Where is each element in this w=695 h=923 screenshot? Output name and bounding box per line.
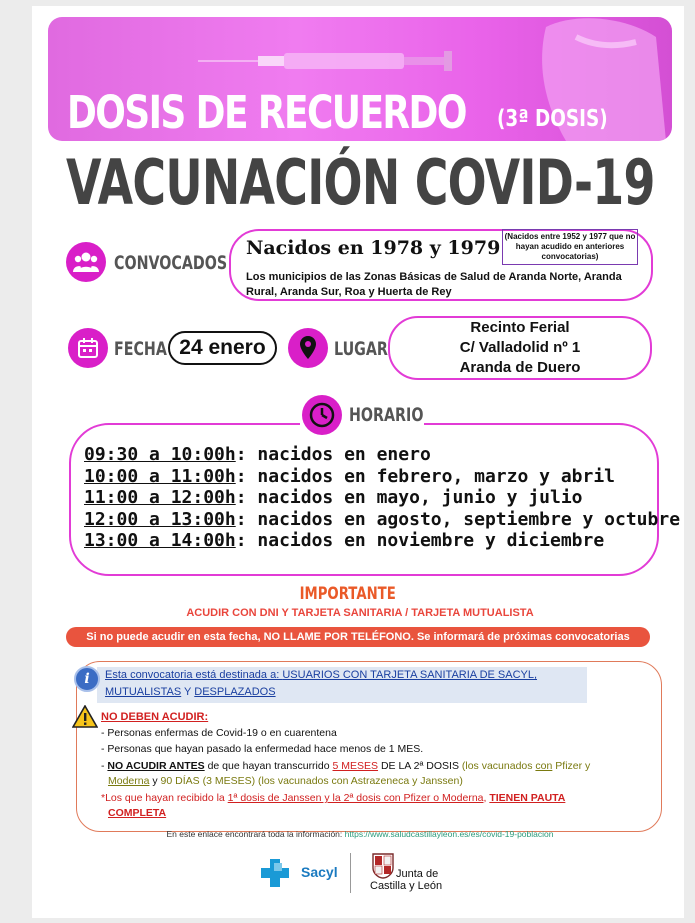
horario-row: 09:30 a 10:00h: nacidos en enero: [84, 444, 431, 465]
janssen-note: *Los que hayan recibido la 1ª dosis de Janssen y la 2ª dosis con Pfizer o Moderna, TIENEN PAUTA: [101, 792, 566, 804]
sacyl-logo-icon: [260, 857, 300, 889]
horario-row: 10:00 a 11:00h: nacidos en febrero, marzo y abril: [84, 466, 616, 487]
junta-text: Junta de Castilla y León: [370, 868, 443, 892]
horario-label: HORARIO: [349, 404, 424, 426]
lugar-label: LUGAR: [334, 338, 388, 360]
destinada-target-sacyl: USUARIOS CON TARJETA SANITARIA DE SACYL,: [282, 669, 538, 681]
destinada-target-desplazados: DESPLAZADOS: [194, 686, 276, 698]
convocados-note: (Nacidos entre 1952 y 1977 que no hayan acudido en anteriores convocatorias): [502, 229, 638, 265]
calendar-icon: [68, 328, 108, 368]
title-dosis-recuerdo: DOSIS DE RECUERDO (3ª DOSIS): [67, 86, 608, 139]
info-icon: i: [74, 666, 100, 692]
convocados-municipios: Los municipios de las Zonas Básicas de Salud de Aranda Norte, Aranda Rural, Aranda Sur, Roa y Huerta de Rey: [246, 271, 622, 298]
janssen-note-cont: COMPLETA: [108, 807, 167, 819]
footer-divider: [350, 853, 351, 893]
location-pin-icon: [288, 328, 328, 368]
horario-row: 13:00 a 14:00h: nacidos en noviembre y diciembre: [84, 530, 605, 551]
horario-row: 11:00 a 12:00h: nacidos en mayo, junio y julio: [84, 487, 583, 508]
importante-title: IMPORTANTE: [299, 584, 396, 604]
no-acudir-item: - Personas que hayan pasado la enfermedad hace menos de 1 MES.: [101, 743, 424, 755]
warning-icon: [72, 705, 98, 728]
horario-row: 12:00 a 13:00h: nacidos en agosto, septiembre y octubre: [84, 509, 681, 530]
lugar-line1: Recinto Ferial: [470, 319, 570, 336]
footer-url-link[interactable]: https://www.saludcastillayleon.es/es/covid-19-poblacion: [344, 829, 554, 839]
warning-bar: Si no puede acudir en esta fecha, NO LLAME POR TELÉFONO. Se informará de próximas convocatorias: [66, 627, 650, 647]
no-acudir-item-cont: Moderna y 90 DÍAS (3 MESES) (los vacunados con Astrazeneca y Janssen): [108, 775, 463, 787]
syringe-icon: [198, 51, 458, 71]
destinada-prefix: Esta convocatoria está destinada a:: [105, 669, 283, 681]
title-tercera-dosis: (3ª DOSIS): [497, 106, 608, 132]
convocados-title: Nacidos en 1978 y 1979: [246, 237, 501, 259]
lugar-address: [388, 318, 652, 380]
convocados-label: CONVOCADOS: [114, 252, 228, 274]
no-acudir-item: - NO ACUDIR ANTES de que hayan transcurrido 5 MESES DE LA 2ª DOSIS (los vacunados con Pfizer y: [101, 760, 591, 772]
lugar-line3: Aranda de Duero: [459, 359, 581, 376]
no-acudir-item: - Personas enfermas de Covid-19 o en cuarentena: [101, 727, 337, 739]
lugar-line2: C/ Valladolid nº 1: [459, 339, 581, 356]
no-deben-acudir-title: NO DEBEN ACUDIR:: [101, 711, 209, 723]
sacyl-text: Sacyl: [301, 864, 338, 880]
junta-crest-icon: [372, 853, 394, 879]
importante-subtitle: ACUDIR CON DNI Y TARJETA SANITARIA / TARJETA MUTUALISTA: [186, 607, 534, 619]
clock-icon: [302, 395, 342, 435]
fecha-value: 24 enero: [168, 331, 277, 365]
footer-info: En este enlace encontrará toda la información: https://www.saludcastillayleon.es/es/covid-19-poblacion: [166, 829, 554, 839]
destinada-box: Esta convocatoria está destinada a: USUARIOS CON TARJETA SANITARIA DE SACYL, MUTUALISTAS Y DESPLAZADOS: [97, 667, 587, 703]
title-vacunacion-covid: VACUNACIÓN COVID-19: [66, 146, 655, 219]
fecha-label: FECHA: [114, 338, 167, 360]
destinada-target-mutualistas: MUTUALISTAS: [105, 686, 182, 698]
people-icon: [66, 242, 106, 282]
